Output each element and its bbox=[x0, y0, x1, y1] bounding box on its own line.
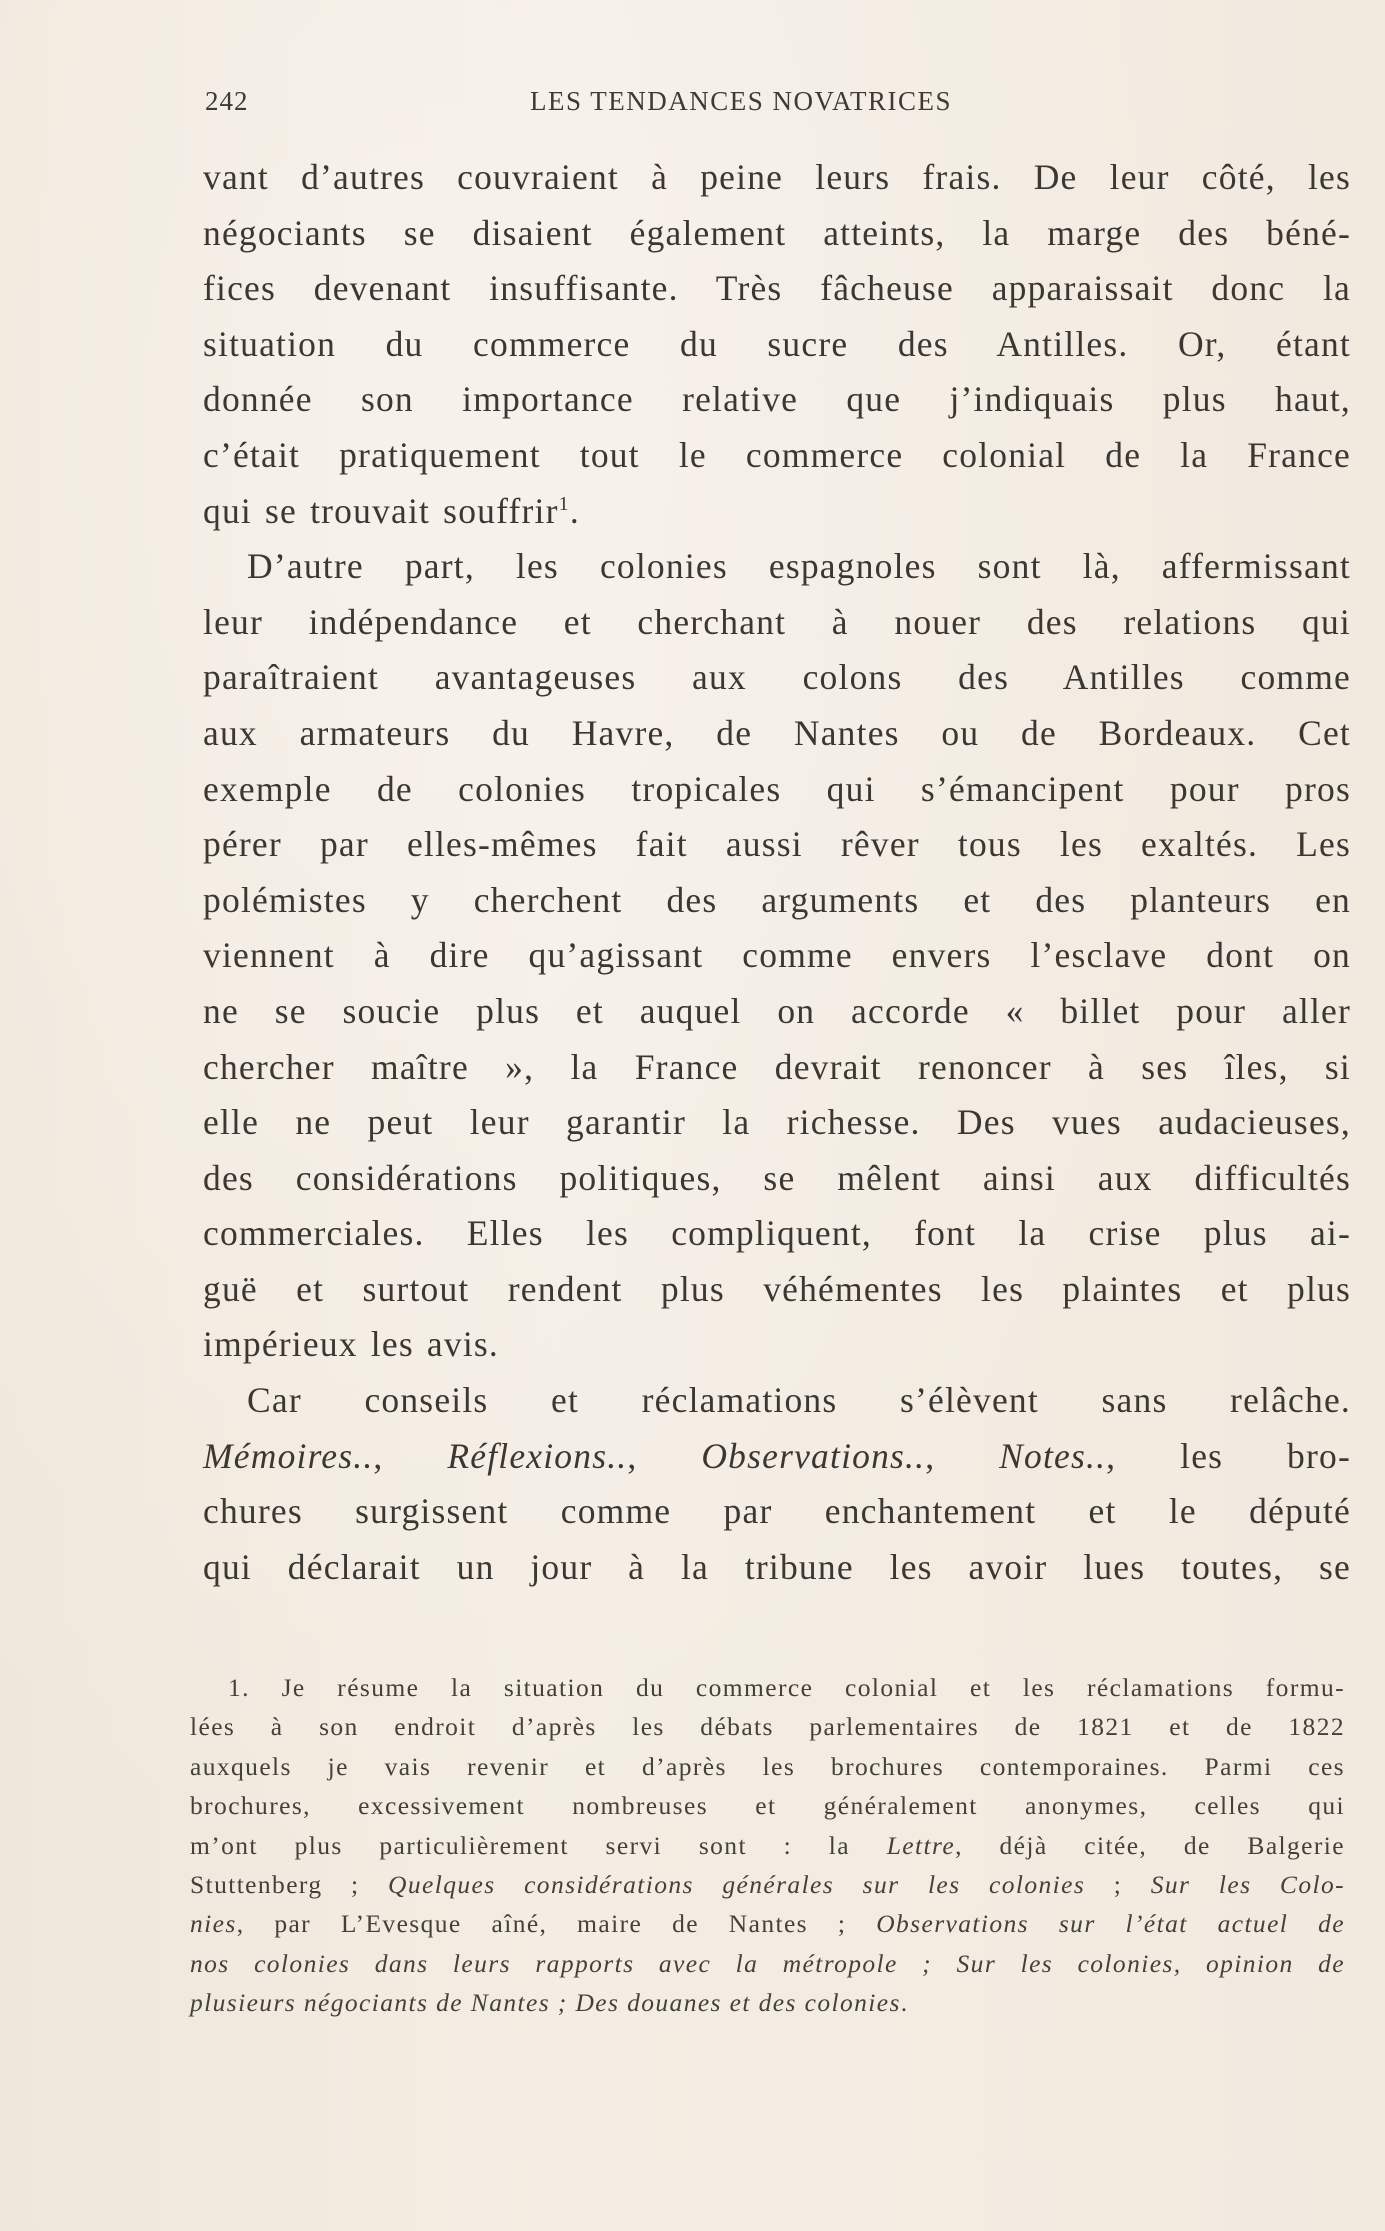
separator: , bbox=[1106, 1435, 1117, 1476]
footnote-text: . bbox=[900, 1988, 909, 2018]
text-line: situation du commerce du sucre des Antilles. Or, étant bbox=[203, 323, 1351, 364]
text-line: Car conseils et réclamations s’élèvent sans relâche. bbox=[247, 1380, 1351, 1421]
text-line bbox=[203, 484, 1351, 540]
title-memoires: Mémoires.. bbox=[203, 1435, 374, 1476]
text-line-content: les bro- bbox=[1180, 1435, 1351, 1476]
footnote-text: Stuttenberg ; bbox=[190, 1869, 360, 1899]
separator: , bbox=[373, 1435, 384, 1476]
running-title: LES TENDANCES NOVATRICES bbox=[530, 86, 953, 116]
footnote-line bbox=[190, 1983, 1345, 2022]
footnote-line bbox=[190, 1944, 1345, 1983]
text-line: c’était pratiquement tout le commerce colonial de la France bbox=[203, 434, 1351, 475]
text-line: leur indépendance et cherchant à nouer des relations qui bbox=[203, 601, 1351, 642]
footnote bbox=[190, 1668, 1345, 2023]
footnote-title: nies bbox=[190, 1909, 237, 1939]
footnote-line bbox=[190, 1826, 1345, 1865]
text-line: guë et surtout rendent plus véhémentes les plaintes et plus bbox=[203, 1268, 1351, 1309]
text-line: polémistes y cherchent des arguments et des planteurs en bbox=[203, 879, 1351, 920]
text-line: ne se soucie plus et auquel on accorde « billet pour aller bbox=[203, 990, 1351, 1031]
text-line: pérer par elles-mêmes fait aussi rêver tous les exaltés. Les bbox=[203, 824, 1351, 865]
text-line: exemple de colonies tropicales qui s’émancipent pour pros bbox=[203, 768, 1351, 809]
text-line: aux armateurs du Havre, de Nantes ou de Bordeaux. Cet bbox=[203, 712, 1351, 753]
footnote-line: 1. Je résume la situation du commerce colonial et les réclamations formu- bbox=[228, 1673, 1345, 1702]
page-number: 242 bbox=[205, 86, 249, 116]
main-text bbox=[203, 150, 1351, 1595]
title-reflexions: Réflexions.. bbox=[447, 1435, 628, 1476]
title-observations: Observations.. bbox=[701, 1435, 926, 1476]
text-line: qui déclarait un jour à la tribune les avoir lues toutes, se bbox=[203, 1546, 1351, 1587]
footnote-title: Quelques considérations générales sur les colonies bbox=[388, 1869, 1086, 1899]
title-notes: Notes.. bbox=[999, 1435, 1107, 1476]
text-line-content: qui se trouvait souffrir bbox=[203, 490, 559, 531]
footnote-line: auxquels je vais revenir et d’après les brochures contemporaines. Parmi ces bbox=[190, 1751, 1345, 1781]
text-line: fices devenant insuffisante. Très fâcheuse apparaissait donc la bbox=[203, 268, 1351, 309]
footnote-title: Lettre bbox=[886, 1830, 956, 1860]
separator: , bbox=[627, 1435, 638, 1476]
footnote-text: m’ont plus particulièrement servi sont : la bbox=[190, 1830, 850, 1860]
footnote-line: brochures, excessivement nombreuses et généralement anonymes, celles qui bbox=[190, 1791, 1345, 1821]
text-line: commerciales. Elles les compliquent, font la crise plus ai- bbox=[203, 1213, 1351, 1254]
text-line: chercher maître », la France devrait renoncer à ses îles, si bbox=[203, 1046, 1351, 1087]
text-line: impérieux les avis. bbox=[203, 1324, 499, 1365]
footnote-text: , déjà citée, de Balgerie bbox=[955, 1830, 1345, 1860]
text-line: viennent à dire qu’agissant comme envers l’esclave dont on bbox=[203, 935, 1351, 976]
footnote-text: , par L’Evesque aîné, maire de Nantes ; bbox=[236, 1909, 847, 1939]
text-line: donnée son importance relative que j’indiquais plus haut, bbox=[203, 379, 1351, 420]
footnote-text: ; bbox=[1085, 1869, 1123, 1899]
text-line: chures surgissent comme par enchantement et le député bbox=[203, 1491, 1351, 1532]
footnote-line bbox=[190, 1904, 1345, 1943]
footnote-line: lées à son endroit d’après les débats parlementaires de 1821 et de 1822 bbox=[190, 1712, 1345, 1742]
footnote-title: nos colonies dans leurs rapports avec la métropole ; Sur les colonies, opinion de bbox=[190, 1948, 1345, 1978]
running-head bbox=[205, 86, 1350, 126]
punctuation: . bbox=[569, 490, 580, 531]
separator: , bbox=[925, 1435, 936, 1476]
text-line: vant d’autres couvraient à peine leurs frais. De leur côté, les bbox=[203, 157, 1351, 197]
footnote-title: Observations sur l’état actuel de bbox=[876, 1909, 1345, 1939]
footnote-marker: 1 bbox=[558, 492, 570, 515]
footnote-title: plusieurs négociants de Nantes ; Des douanes et des colonies bbox=[190, 1988, 901, 2018]
text-line: paraîtraient avantageuses aux colons des Antilles comme bbox=[203, 657, 1351, 698]
text-line: elle ne peut leur garantir la richesse. Des vues audacieuses, bbox=[203, 1102, 1351, 1143]
text-line: D’autre part, les colonies espagnoles sont là, affermissant bbox=[247, 546, 1351, 587]
footnote-title: Sur les Colo- bbox=[1150, 1869, 1345, 1899]
text-line: négociants se disaient également atteints, la marge des béné- bbox=[203, 212, 1351, 253]
footnote-line bbox=[190, 1865, 1345, 1904]
text-line bbox=[203, 1429, 1351, 1485]
text-line: des considérations politiques, se mêlent ainsi aux difficultés bbox=[203, 1157, 1351, 1198]
